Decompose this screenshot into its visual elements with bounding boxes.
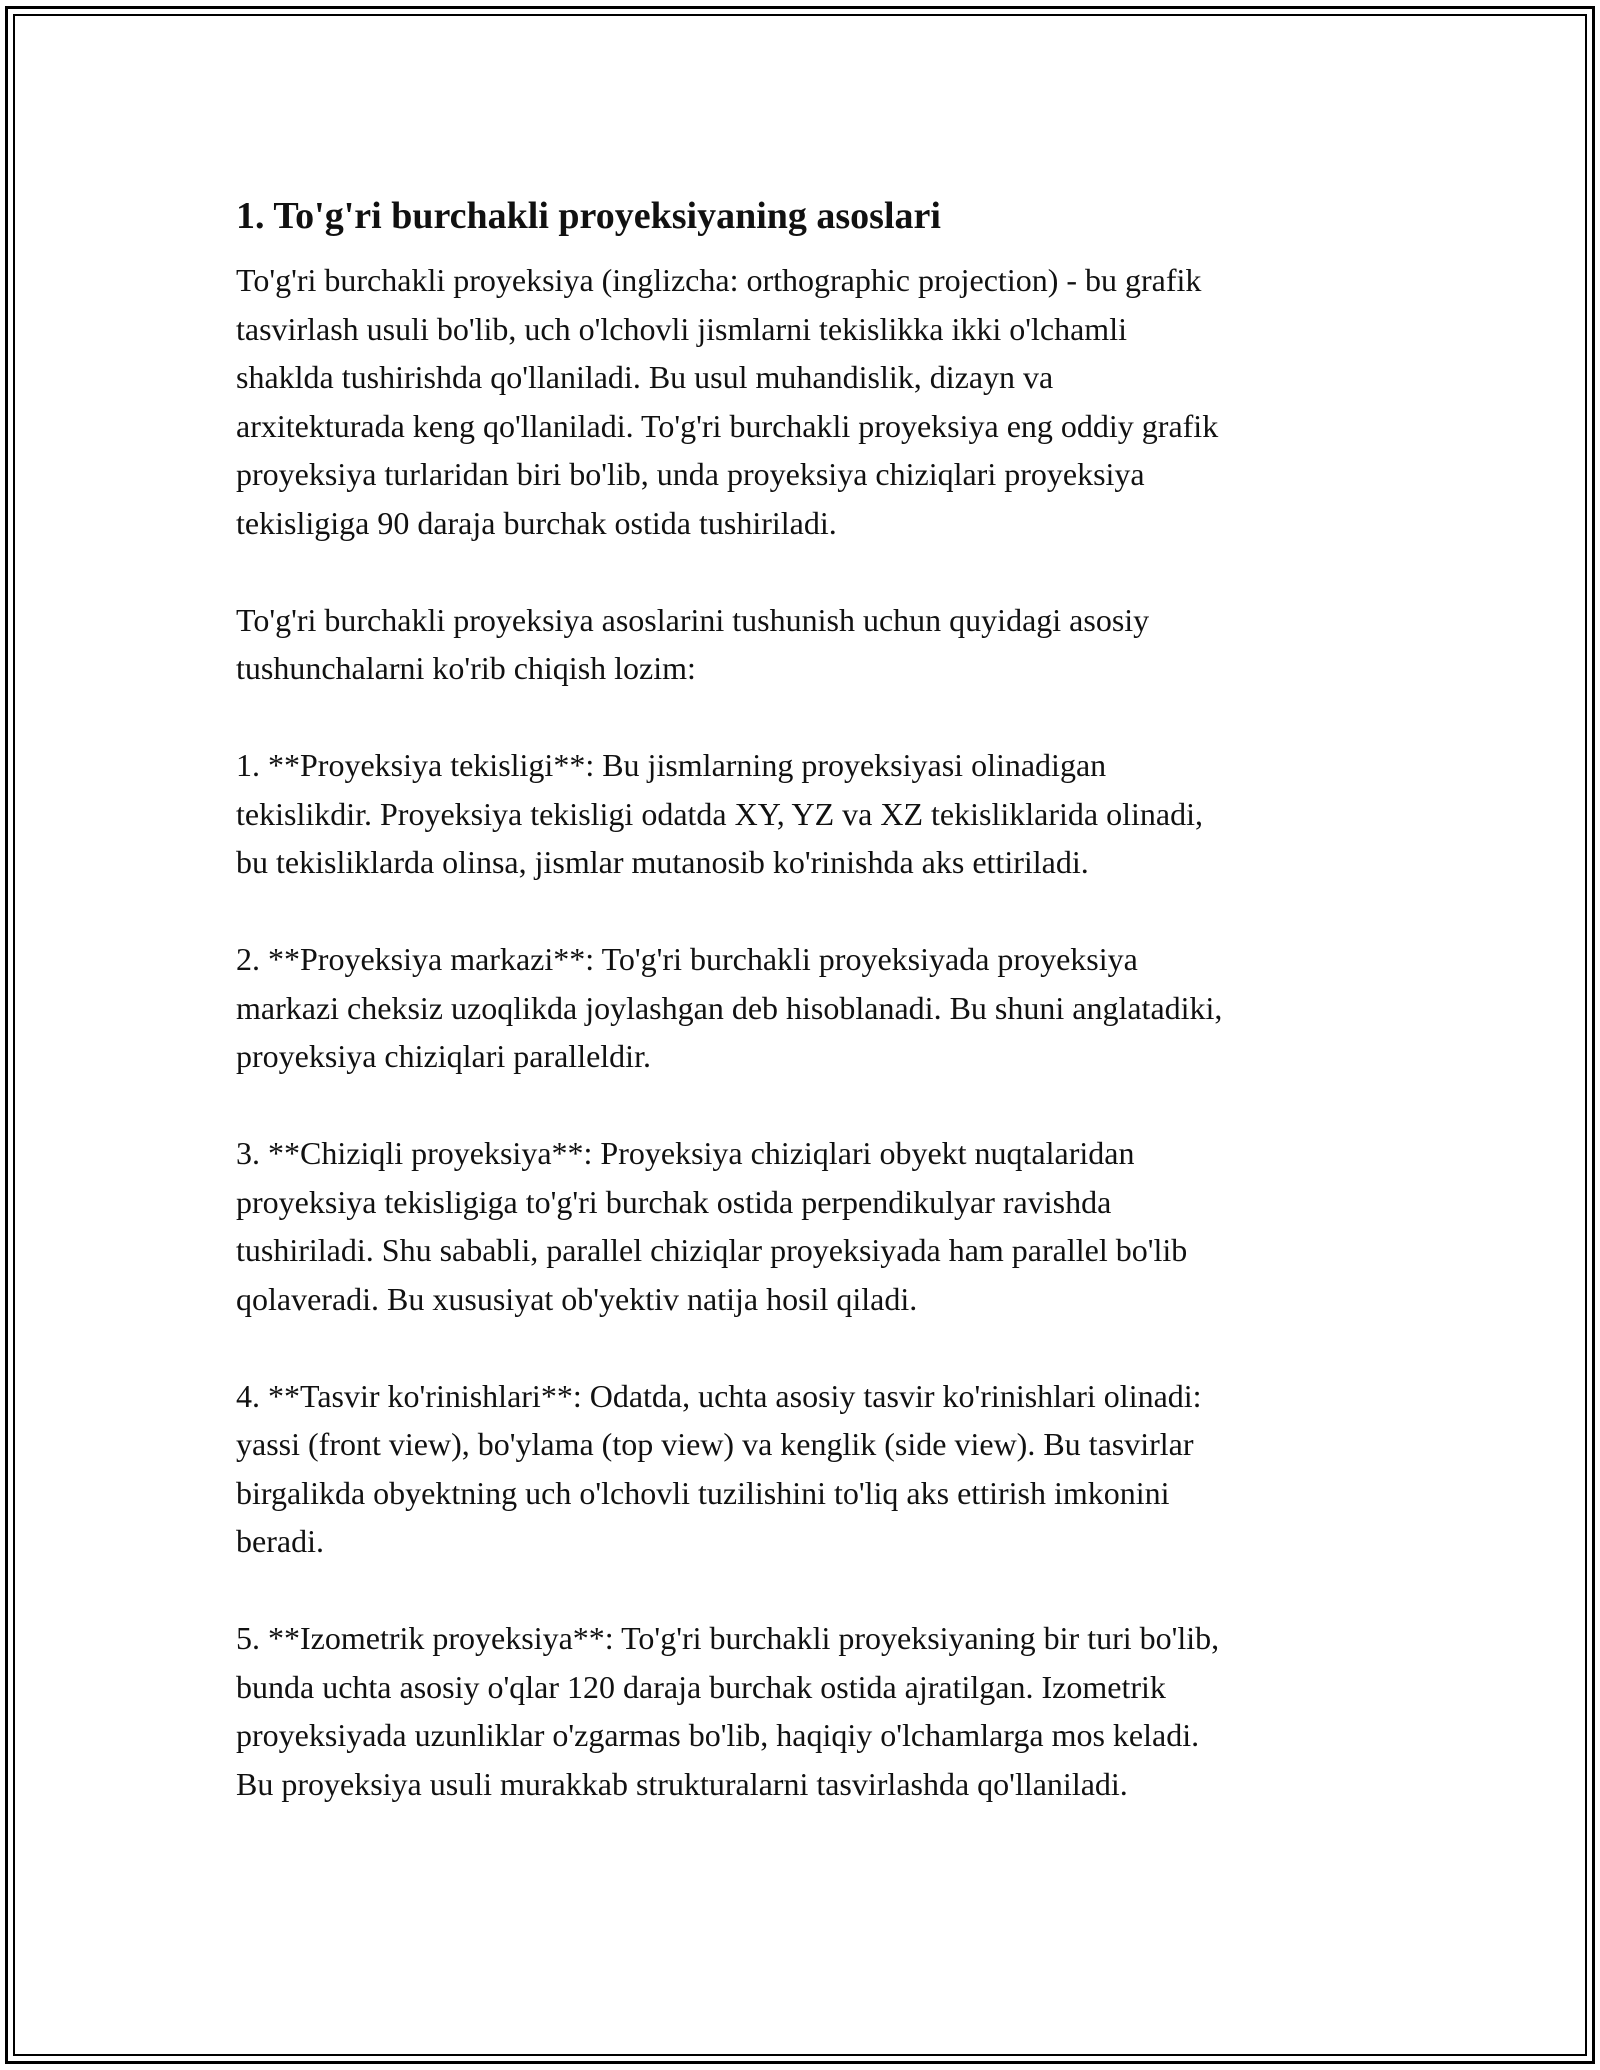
page-title: 1. To'g'ri burchakli proyeksiyaning asoslari (236, 195, 941, 237)
paragraph-line: tushunchalarni ko'rib chiqish lozim: (236, 650, 696, 686)
paragraph-line: bunda uchta asosiy o'qlar 120 daraja burchak ostida ajratilgan. Izometrik (236, 1668, 1166, 1705)
paragraph-line: proyeksiyada uzunliklar o'zgarmas bo'lib, haqiqiy o'lchamlarga mos keladi. (236, 1717, 1200, 1753)
paragraph (236, 935, 1376, 1081)
paragraph-line: To'g'ri burchakli proyeksiya asoslarini tushunish uchun quyidagi asosiy (236, 601, 1150, 638)
paragraph-line: proyeksiya turlaridan biri bo'lib, unda proyeksiya chiziqlari proyeksiya (236, 456, 1145, 492)
paragraph-line: 5. **Izometrik proyeksiya**: To'g'ri burchakli proyeksiyaning bir turi bo'lib, (236, 1620, 1220, 1656)
paragraph-line: tekislikdir. Proyeksiya tekisligi odatda XY, YZ va XZ tekisliklarida olinadi, (236, 795, 1203, 832)
paragraph-line: beradi. (236, 1523, 324, 1559)
paragraph-line: 1. **Proyeksiya tekisligi**: Bu jismlarning proyeksiyasi olinadigan (236, 747, 1107, 783)
paragraph-line: Bu proyeksiya usuli murakkab strukturalarni tasvirlashda qo'llaniladi. (236, 1765, 1128, 1802)
paragraph-line: birgalikda obyektning uch o'lchovli tuzilishini to'liq aks ettirish imkonini (236, 1474, 1170, 1511)
paragraph-line: tekisligiga 90 daraja burchak ostida tushiriladi. (236, 504, 837, 541)
paragraph-line: 2. **Proyeksiya markazi**: To'g'ri burchakli proyeksiyada proyeksiya (236, 941, 1138, 977)
paragraph-line: shaklda tushirishda qo'llaniladi. Bu usul muhandislik, dizayn va (236, 359, 1054, 395)
paragraph-line: tushiriladi. Shu sababli, parallel chiziqlar proyeksiyada ham parallel bo'lib (236, 1232, 1188, 1268)
paragraph-line: yassi (front view), bo'ylama (top view) va kenglik (side view). Bu tasvirlar (236, 1426, 1194, 1462)
paragraph-line: qolaveradi. Bu xususiyat ob'yektiv natija hosil qiladi. (236, 1280, 918, 1317)
paragraph (236, 1614, 1376, 1808)
paragraph-line: markazi cheksiz uzoqlikda joylashgan deb hisoblanadi. Bu shuni anglatadiki, (236, 989, 1223, 1026)
paragraph (236, 1372, 1376, 1566)
paragraph (236, 596, 1376, 693)
paragraph-line: To'g'ri burchakli proyeksiya (inglizcha: orthographic projection) - bu grafik (236, 262, 1202, 298)
paragraph (236, 741, 1376, 887)
paragraph-line: tasvirlash usuli bo'lib, uch o'lchovli jismlarni tekislikka ikki o'lchamli (236, 310, 1127, 347)
paragraph-line: 3. **Chiziqli proyeksiya**: Proyeksiya chiziqlari obyekt nuqtalaridan (236, 1135, 1135, 1171)
paragraph-line: 4. **Tasvir ko'rinishlari**: Odatda, uchta asosiy tasvir ko'rinishlari olinadi: (236, 1377, 1202, 1414)
paragraph-line: arxitekturada keng qo'llaniladi. To'g'ri burchakli proyeksiya eng oddiy grafik (236, 407, 1219, 444)
paragraph-line: proyeksiya tekisligiga to'g'ri burchak ostida perpendikulyar ravishda (236, 1183, 1112, 1220)
paragraph (236, 256, 1376, 547)
paragraph (236, 1129, 1376, 1323)
document-body (236, 190, 1376, 1857)
paragraph-line: proyeksiya chiziqlari paralleldir. (236, 1038, 651, 1074)
paragraph-list (236, 256, 1376, 1808)
paragraph-line: bu tekisliklarda olinsa, jismlar mutanosib ko'rinishda aks ettiriladi. (236, 844, 1089, 880)
